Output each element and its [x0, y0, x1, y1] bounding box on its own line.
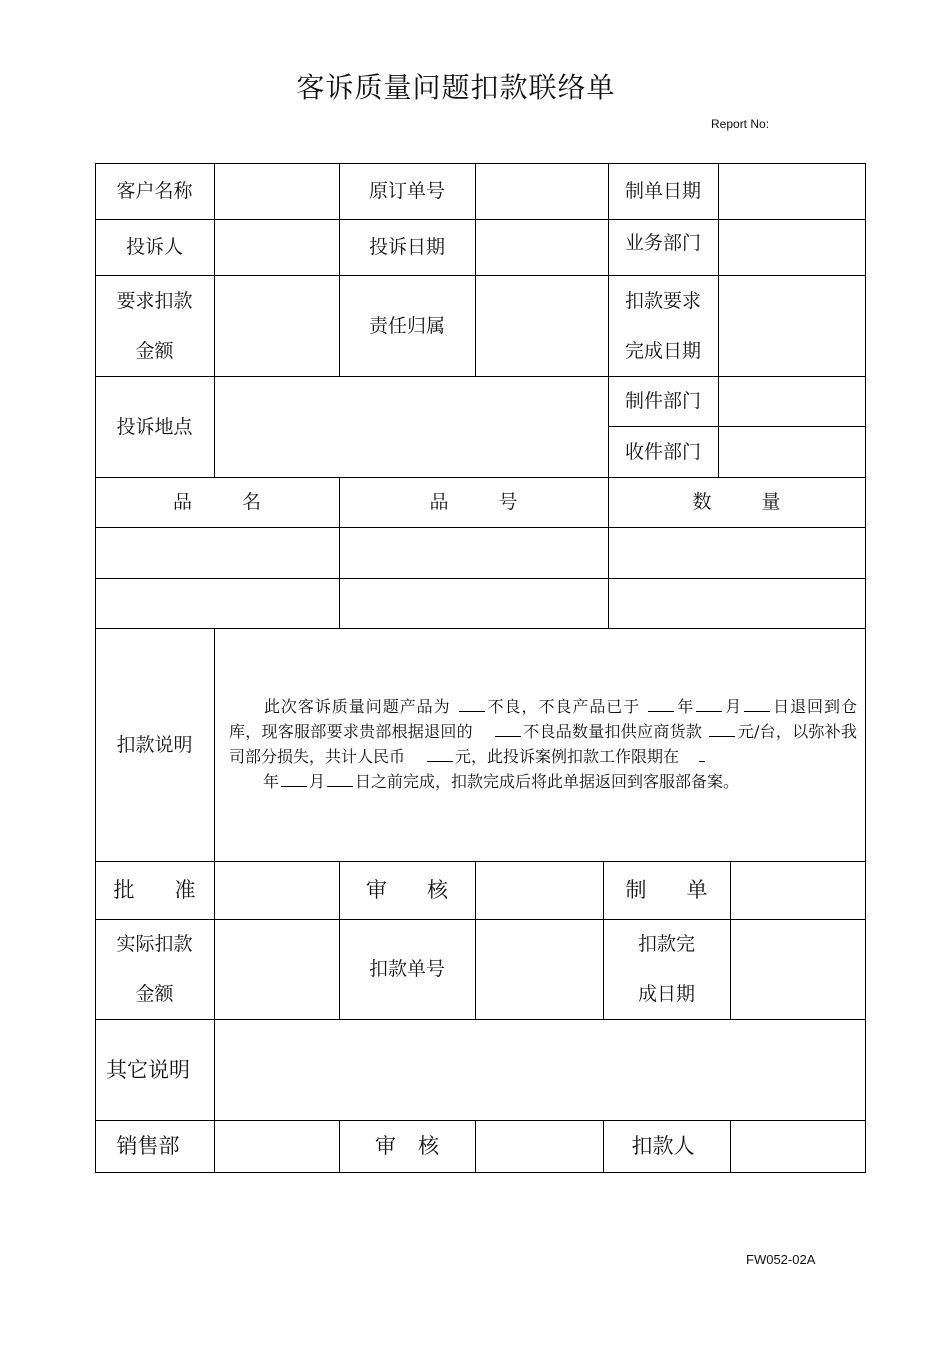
report-no-label: Report No:: [711, 117, 770, 131]
review-field[interactable]: [475, 861, 603, 919]
product-name-char1: 品: [172, 491, 192, 513]
responsibility-label: 责任归属: [368, 314, 445, 337]
product-name-char2: 名: [242, 491, 262, 513]
complaint-deduction-form: [95, 163, 866, 1173]
sales-label: 销售部: [116, 1134, 180, 1158]
product-name-cell[interactable]: [95, 527, 339, 578]
review2-char1: 审: [375, 1134, 396, 1158]
return-month-blank[interactable]: [696, 696, 722, 712]
return-year-blank[interactable]: [648, 696, 674, 712]
quantity-cell[interactable]: [608, 527, 865, 578]
note-text-1: 此次客诉质量问题产品为: [263, 697, 451, 716]
sales-signature-field[interactable]: [214, 1120, 339, 1172]
producing-dept-field[interactable]: [718, 376, 865, 426]
review-label: [339, 861, 475, 919]
other-notes-label: 其它说明: [106, 1057, 190, 1082]
defect-qty-blank[interactable]: [495, 721, 521, 737]
review-char1: 审: [366, 878, 387, 902]
actual-amount-label: [95, 919, 214, 1019]
quantity-cell[interactable]: [608, 578, 865, 628]
complaint-date-label: 投诉日期: [368, 236, 445, 258]
form-title: 客诉质量问题扣款联络单: [296, 71, 616, 104]
approve-field[interactable]: [214, 861, 339, 919]
review2-label: [339, 1120, 475, 1172]
requested-amount-label-line1: 要求扣款: [116, 289, 193, 312]
prepare-char2: 单: [686, 878, 708, 902]
completion-date-label: [603, 919, 730, 1019]
deducted-by-field[interactable]: [730, 1120, 865, 1172]
note-text-8: 元，此投诉案例扣款工作限期在: [455, 747, 680, 766]
note-text-3: 年: [676, 697, 695, 716]
approve-char2: 准: [174, 878, 196, 902]
note-text-6: 不良品数量扣供应商货款: [522, 722, 703, 741]
complaint-date-field[interactable]: [475, 219, 608, 275]
complaint-location-field[interactable]: [214, 376, 608, 477]
requested-amount-field[interactable]: [214, 275, 339, 376]
sales-dept-label: 业务部门: [624, 232, 701, 254]
requested-amount-label: [95, 275, 214, 376]
total-amount-blank[interactable]: [427, 746, 453, 762]
actual-amount-label-line2: 金额: [135, 983, 174, 1005]
customer-name-label: 客户名称: [116, 180, 193, 202]
review2-char2: 核: [418, 1134, 439, 1158]
prepare-field[interactable]: [730, 861, 865, 919]
deadline-day-blank[interactable]: [327, 771, 353, 787]
actual-amount-label-line1: 实际扣款: [116, 933, 193, 955]
review-char2: 核: [427, 878, 448, 902]
other-notes-field[interactable]: [214, 1019, 865, 1120]
deadline-label-line2: 完成日期: [624, 339, 701, 362]
actual-amount-field[interactable]: [214, 919, 339, 1019]
defect-type-blank[interactable]: [459, 696, 485, 712]
quantity-char2: 量: [761, 491, 781, 513]
note-text-9: 年: [263, 772, 280, 791]
responsibility-field[interactable]: [475, 275, 608, 376]
receiving-dept-label: 收件部门: [624, 440, 701, 463]
note-text-2: 不良，不良产品已于: [486, 697, 641, 716]
created-date-field[interactable]: [718, 163, 865, 219]
deadline-month-blank[interactable]: [281, 771, 307, 787]
completion-date-label-line1: 扣款完: [637, 933, 695, 955]
product-name-header: [95, 477, 339, 527]
prepare-char1: 制: [625, 878, 647, 902]
original-order-no-label: 原订单号: [368, 180, 445, 202]
deducted-by-label: 扣款人: [631, 1134, 695, 1158]
note-text-7: 元/台，以弥补我司部分损失，共计人民币: [229, 722, 857, 766]
product-no-header: [339, 477, 608, 527]
approve-char1: 批: [113, 878, 135, 902]
deduction-no-field[interactable]: [475, 919, 603, 1019]
product-no-cell[interactable]: [339, 578, 608, 628]
complainant-label: 投诉人: [125, 236, 183, 258]
product-no-cell[interactable]: [339, 527, 608, 578]
review2-signature-field[interactable]: [475, 1120, 603, 1172]
original-order-no-field[interactable]: [475, 163, 608, 219]
return-day-blank[interactable]: [744, 696, 770, 712]
note-text-11: 日之前完成，扣款完成后将此单据返回到客服部备案。: [355, 772, 740, 791]
sales-dept-field[interactable]: [718, 219, 865, 275]
quantity-char1: 数: [692, 491, 712, 513]
note-text-4: 月: [724, 697, 743, 716]
receiving-dept-field[interactable]: [718, 426, 865, 477]
product-no-char1: 品: [429, 491, 449, 513]
requested-amount-label-line2: 金额: [135, 339, 174, 362]
created-date-label: 制单日期: [624, 180, 701, 202]
deduction-note-text: [229, 694, 857, 794]
deduction-note-label: 扣款说明: [116, 733, 193, 756]
producing-dept-label: 制件部门: [624, 390, 701, 412]
note-text-10: 月: [309, 772, 326, 791]
prepare-label: [603, 861, 730, 919]
quantity-header: [608, 477, 865, 527]
note-text-5: 日退回到仓库，现客服部要求贵部根据退回的: [229, 697, 857, 741]
complainant-field[interactable]: [214, 219, 339, 275]
completion-date-label-line2: 成日期: [637, 983, 695, 1005]
form-code: FW052-02A: [746, 1252, 816, 1267]
product-no-char2: 号: [498, 491, 518, 513]
deadline-field[interactable]: [718, 275, 865, 376]
deadline-label-line1: 扣款要求: [624, 289, 701, 312]
unit-price-blank[interactable]: [709, 721, 735, 737]
deadline-label: [608, 275, 718, 376]
complaint-location-label: 投诉地点: [116, 415, 193, 438]
deadline-year-lead-blank[interactable]: [699, 746, 705, 762]
customer-name-field[interactable]: [214, 163, 339, 219]
approve-label: [95, 861, 214, 919]
deduction-no-label: 扣款单号: [368, 958, 445, 980]
completion-date-field[interactable]: [730, 919, 865, 1019]
product-name-cell[interactable]: [95, 578, 339, 628]
